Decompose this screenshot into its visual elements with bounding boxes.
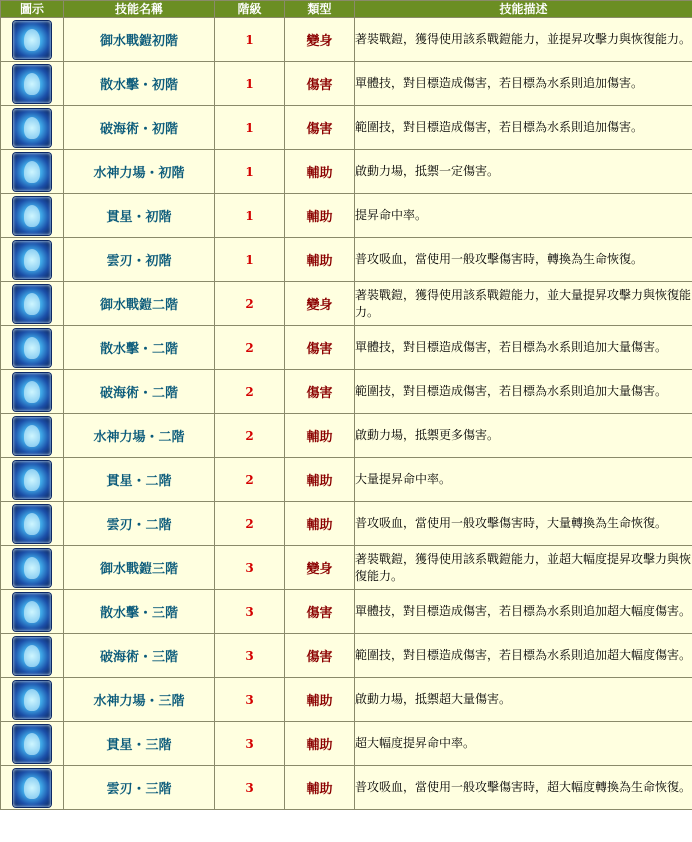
star-pierce-icon [13, 197, 51, 235]
skill-name: 水神力場・三階 [64, 678, 215, 722]
skill-name: 破海術・三階 [64, 634, 215, 678]
skill-level: 3 [215, 722, 285, 766]
skill-name: 水神力場・二階 [64, 414, 215, 458]
table-header [1, 1, 692, 18]
skill-name: 貫星・二階 [64, 458, 215, 502]
skill-type: 輔助 [285, 766, 355, 810]
table-row [1, 414, 692, 458]
skill-icon-cell [1, 414, 64, 458]
skill-icon-cell [1, 18, 64, 62]
water-strike-icon [13, 65, 51, 103]
skill-description: 單體技，對目標造成傷害，若目標為水系則追加大量傷害。 [355, 326, 692, 370]
skill-name: 破海術・二階 [64, 370, 215, 414]
skill-type: 變身 [285, 18, 355, 62]
skill-type: 輔助 [285, 150, 355, 194]
skill-description: 單體技，對目標造成傷害，若目標為水系則追加傷害。 [355, 62, 692, 106]
skill-name: 雲刃・二階 [64, 502, 215, 546]
table-row [1, 282, 692, 326]
table-row [1, 546, 692, 590]
skill-description: 範圍技，對目標造成傷害，若目標為水系則追加大量傷害。 [355, 370, 692, 414]
water-field-icon [13, 153, 51, 191]
skill-description: 範圍技，對目標造成傷害，若目標為水系則追加超大幅度傷害。 [355, 634, 692, 678]
skill-description: 單體技，對目標造成傷害，若目標為水系則追加超大幅度傷害。 [355, 590, 692, 634]
skill-name: 散水擊・二階 [64, 326, 215, 370]
skill-type: 輔助 [285, 458, 355, 502]
skill-icon-cell [1, 326, 64, 370]
skill-type: 輔助 [285, 238, 355, 282]
skill-icon-cell [1, 590, 64, 634]
skill-icon-cell [1, 194, 64, 238]
skill-description: 普攻吸血，當使用一般攻擊傷害時，超大幅度轉換為生命恢復。 [355, 766, 692, 810]
skill-icon-cell [1, 370, 64, 414]
skill-level: 2 [215, 414, 285, 458]
skill-icon-cell [1, 722, 64, 766]
skill-description: 啟動力場，抵禦更多傷害。 [355, 414, 692, 458]
skill-type: 傷害 [285, 634, 355, 678]
water-field-icon [13, 681, 51, 719]
skill-name: 御水戰鎧三階 [64, 546, 215, 590]
table-row [1, 766, 692, 810]
table-row [1, 150, 692, 194]
skill-description: 著裝戰鎧，獲得使用該系戰鎧能力，並大量提昇攻擊力與恢復能力。 [355, 282, 692, 326]
skill-name: 散水擊・初階 [64, 62, 215, 106]
skill-icon-cell [1, 502, 64, 546]
skill-icon-cell [1, 458, 64, 502]
star-pierce-icon [13, 725, 51, 763]
table-row [1, 238, 692, 282]
skill-level: 2 [215, 502, 285, 546]
table-row [1, 62, 692, 106]
table-row [1, 326, 692, 370]
skill-type: 變身 [285, 282, 355, 326]
table-row [1, 194, 692, 238]
skill-icon-cell [1, 766, 64, 810]
skill-name: 御水戰鎧二階 [64, 282, 215, 326]
table-row [1, 502, 692, 546]
header-level: 階級 [215, 1, 285, 18]
skill-type: 傷害 [285, 326, 355, 370]
skill-name: 破海術・初階 [64, 106, 215, 150]
skill-icon-cell [1, 106, 64, 150]
skill-type: 傷害 [285, 106, 355, 150]
armor-skill-icon [13, 285, 51, 323]
skill-level: 3 [215, 766, 285, 810]
cloud-blade-icon [13, 505, 51, 543]
skill-description: 著裝戰鎧，獲得使用該系戰鎧能力，並提昇攻擊力與恢復能力。 [355, 18, 692, 62]
table-row [1, 634, 692, 678]
table-row [1, 18, 692, 62]
table-row [1, 370, 692, 414]
water-strike-icon [13, 329, 51, 367]
skill-level: 3 [215, 546, 285, 590]
skill-level: 2 [215, 326, 285, 370]
skill-name: 水神力場・初階 [64, 150, 215, 194]
skill-name: 雲刃・三階 [64, 766, 215, 810]
skill-name: 御水戰鎧初階 [64, 18, 215, 62]
skill-type: 輔助 [285, 502, 355, 546]
skill-type: 傷害 [285, 370, 355, 414]
skill-description: 大量提昇命中率。 [355, 458, 692, 502]
skill-icon-cell [1, 634, 64, 678]
header-icon: 圖示 [1, 1, 64, 18]
skill-type: 傷害 [285, 590, 355, 634]
skill-type: 輔助 [285, 722, 355, 766]
table-row [1, 458, 692, 502]
water-strike-icon [13, 593, 51, 631]
skill-level: 1 [215, 194, 285, 238]
header-name: 技能名稱 [64, 1, 215, 18]
skill-level: 1 [215, 150, 285, 194]
skill-type: 變身 [285, 546, 355, 590]
sea-break-icon [13, 373, 51, 411]
table-body [1, 18, 692, 810]
skill-description: 啟動力場，抵禦超大量傷害。 [355, 678, 692, 722]
skill-name: 雲刃・初階 [64, 238, 215, 282]
skill-level: 3 [215, 634, 285, 678]
skill-description: 超大幅度提昇命中率。 [355, 722, 692, 766]
table-row [1, 678, 692, 722]
table-row [1, 722, 692, 766]
skill-level: 3 [215, 590, 285, 634]
cloud-blade-icon [13, 241, 51, 279]
table-row [1, 106, 692, 150]
skill-name: 貫星・初階 [64, 194, 215, 238]
sea-break-icon [13, 637, 51, 675]
cloud-blade-icon [13, 769, 51, 807]
skill-icon-cell [1, 238, 64, 282]
sea-break-icon [13, 109, 51, 147]
skill-type: 輔助 [285, 678, 355, 722]
skill-level: 1 [215, 18, 285, 62]
skill-level: 2 [215, 458, 285, 502]
star-pierce-icon [13, 461, 51, 499]
skill-description: 啟動力場，抵禦一定傷害。 [355, 150, 692, 194]
skill-level: 1 [215, 106, 285, 150]
skill-name: 散水擊・三階 [64, 590, 215, 634]
skill-icon-cell [1, 150, 64, 194]
skill-description: 提昇命中率。 [355, 194, 692, 238]
header-type: 類型 [285, 1, 355, 18]
skill-name: 貫星・三階 [64, 722, 215, 766]
skill-icon-cell [1, 282, 64, 326]
skill-type: 輔助 [285, 194, 355, 238]
armor-skill-icon [13, 21, 51, 59]
skill-level: 1 [215, 238, 285, 282]
header-description: 技能描述 [355, 1, 692, 18]
skill-level: 2 [215, 370, 285, 414]
skill-type: 輔助 [285, 414, 355, 458]
skill-description: 著裝戰鎧，獲得使用該系戰鎧能力，並超大幅度提昇攻擊力與恢復能力。 [355, 546, 692, 590]
skill-icon-cell [1, 546, 64, 590]
skill-description: 範圍技，對目標造成傷害，若目標為水系則追加傷害。 [355, 106, 692, 150]
skill-level: 3 [215, 678, 285, 722]
skill-level: 2 [215, 282, 285, 326]
skill-icon-cell [1, 62, 64, 106]
skill-description: 普攻吸血，當使用一般攻擊傷害時，大量轉換為生命恢復。 [355, 502, 692, 546]
skill-level: 1 [215, 62, 285, 106]
skill-description: 普攻吸血，當使用一般攻擊傷害時，轉換為生命恢復。 [355, 238, 692, 282]
water-field-icon [13, 417, 51, 455]
armor-skill-icon [13, 549, 51, 587]
skill-icon-cell [1, 678, 64, 722]
table-row [1, 590, 692, 634]
skill-type: 傷害 [285, 62, 355, 106]
